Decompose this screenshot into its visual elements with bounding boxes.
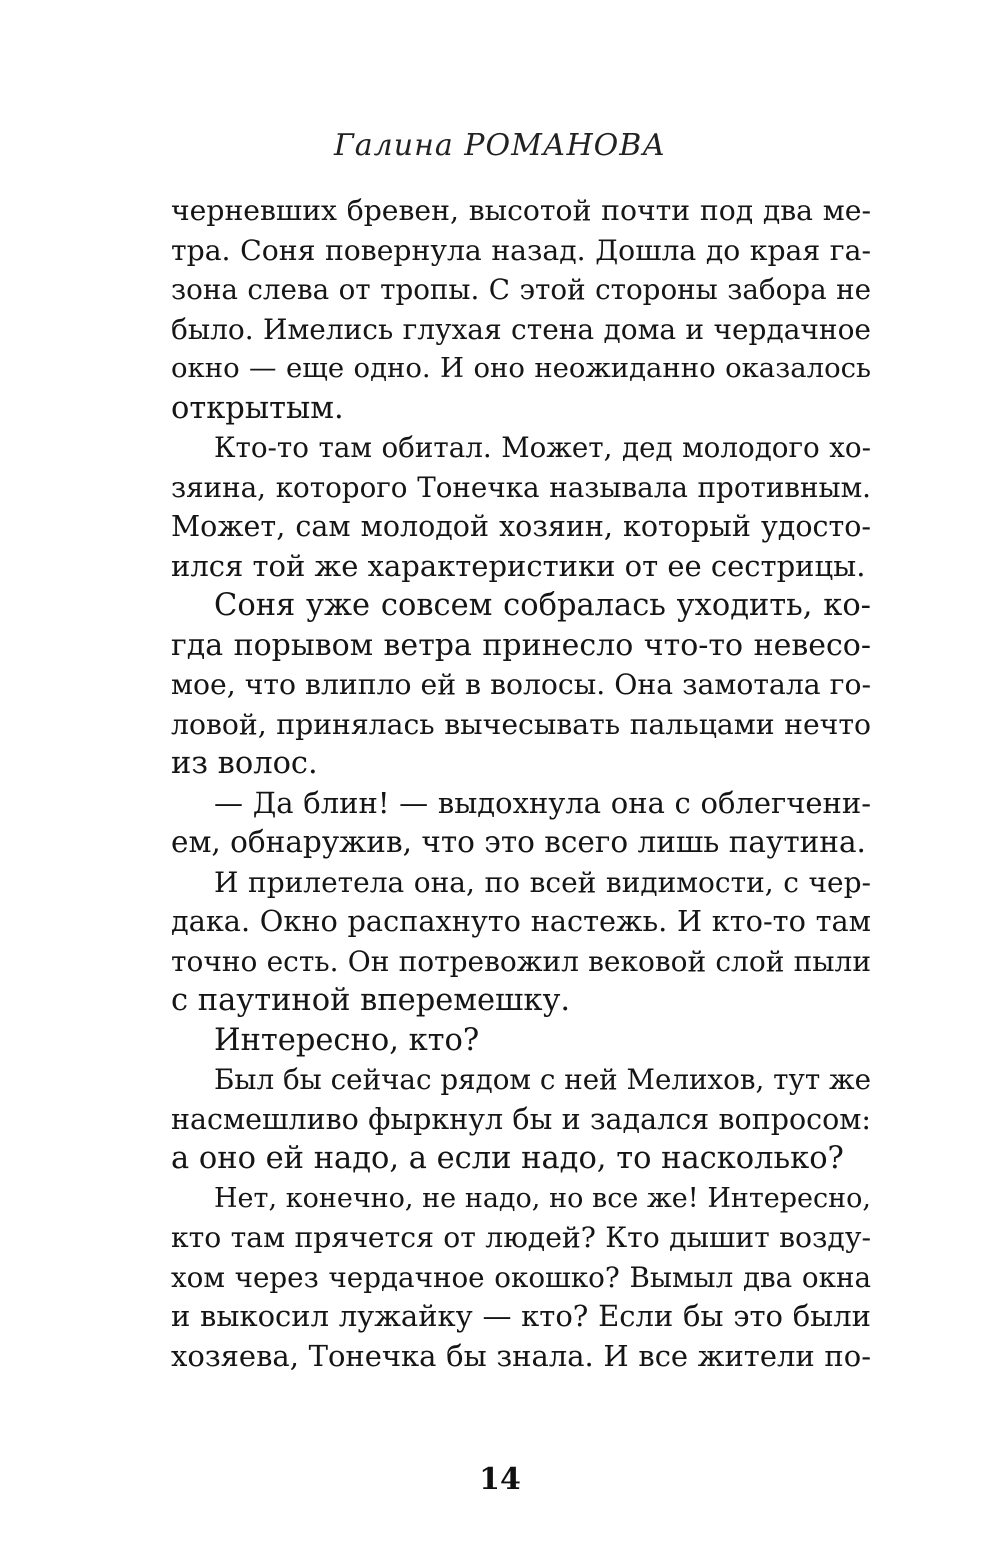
text-line: И прилетела она, по всей видимости, с чер-: [214, 865, 871, 899]
text-line: Был бы сейчас рядом с ней Мелихов, тут же: [214, 1063, 871, 1096]
text-line: зона слева от тропы. С этой стороны забора не: [171, 273, 871, 306]
text-line: открытым.: [171, 390, 344, 426]
text-line: Соня уже совсем собралась уходить, ко-: [214, 588, 871, 623]
text-line: Интересно, кто?: [214, 1022, 480, 1058]
running-head: Галина РОМАНОВА: [333, 128, 667, 163]
text-line: ем, обнаружив, что это всего лишь паутина.: [171, 825, 866, 859]
text-line: — Да блин! — выдохнула она с облегчени-: [214, 785, 871, 820]
text-line: окно — еще одно. И оно неожиданно оказалось: [171, 352, 871, 384]
text-line: тра. Соня повернула назад. Дошла до края га-: [171, 233, 871, 267]
text-line: было. Имелись глухая стена дома и чердачное: [171, 312, 871, 346]
text-line: кто там прячется от людей? Кто дышит возду-: [171, 1221, 871, 1254]
text-line: хозяева, Тонечка бы знала. И все жители по-: [171, 1338, 871, 1373]
text-line: точно есть. Он потревожил вековой слой пыли: [171, 944, 871, 978]
text-line: Нет, конечно, не надо, но все же! Интересно,: [214, 1182, 871, 1214]
text-line: мое, что влипло ей в волосы. Она замотала го-: [171, 668, 871, 701]
text-line: зяина, которого Тонечка называла противным.: [171, 470, 871, 504]
text-line: гда порывом ветра принесло что-то невесо-: [171, 627, 871, 663]
page-number: 14: [479, 1462, 521, 1497]
text-line: из волос.: [171, 746, 318, 781]
text-line: хом через чердачное окошко? Вымыл два окна: [171, 1260, 871, 1294]
text-line: дака. Окно распахнуто настежь. И кто-то там: [171, 904, 871, 938]
text-line: черневших бревен, высотой почти под два ме-: [171, 194, 871, 227]
text-line: а оно ей надо, а если надо, то насколько?: [171, 1141, 844, 1176]
text-line: ился той же характеристики от ее сестрицы.: [171, 548, 866, 583]
body-text: [171, 191, 871, 1376]
text-line: с паутиной вперемешку.: [171, 983, 571, 1018]
text-line: Может, сам молодой хозяин, который удосто-: [171, 510, 871, 543]
text-line: ловой, принялась вычесывать пальцами нечто: [171, 707, 871, 741]
text-line: Кто-то там обитал. Может, дед молодого хо-: [214, 431, 871, 464]
text-line: насмешливо фыркнул бы и задался вопросом:: [171, 1102, 871, 1136]
text-line: и выкосил лужайку — кто? Если бы это были: [171, 1299, 871, 1333]
